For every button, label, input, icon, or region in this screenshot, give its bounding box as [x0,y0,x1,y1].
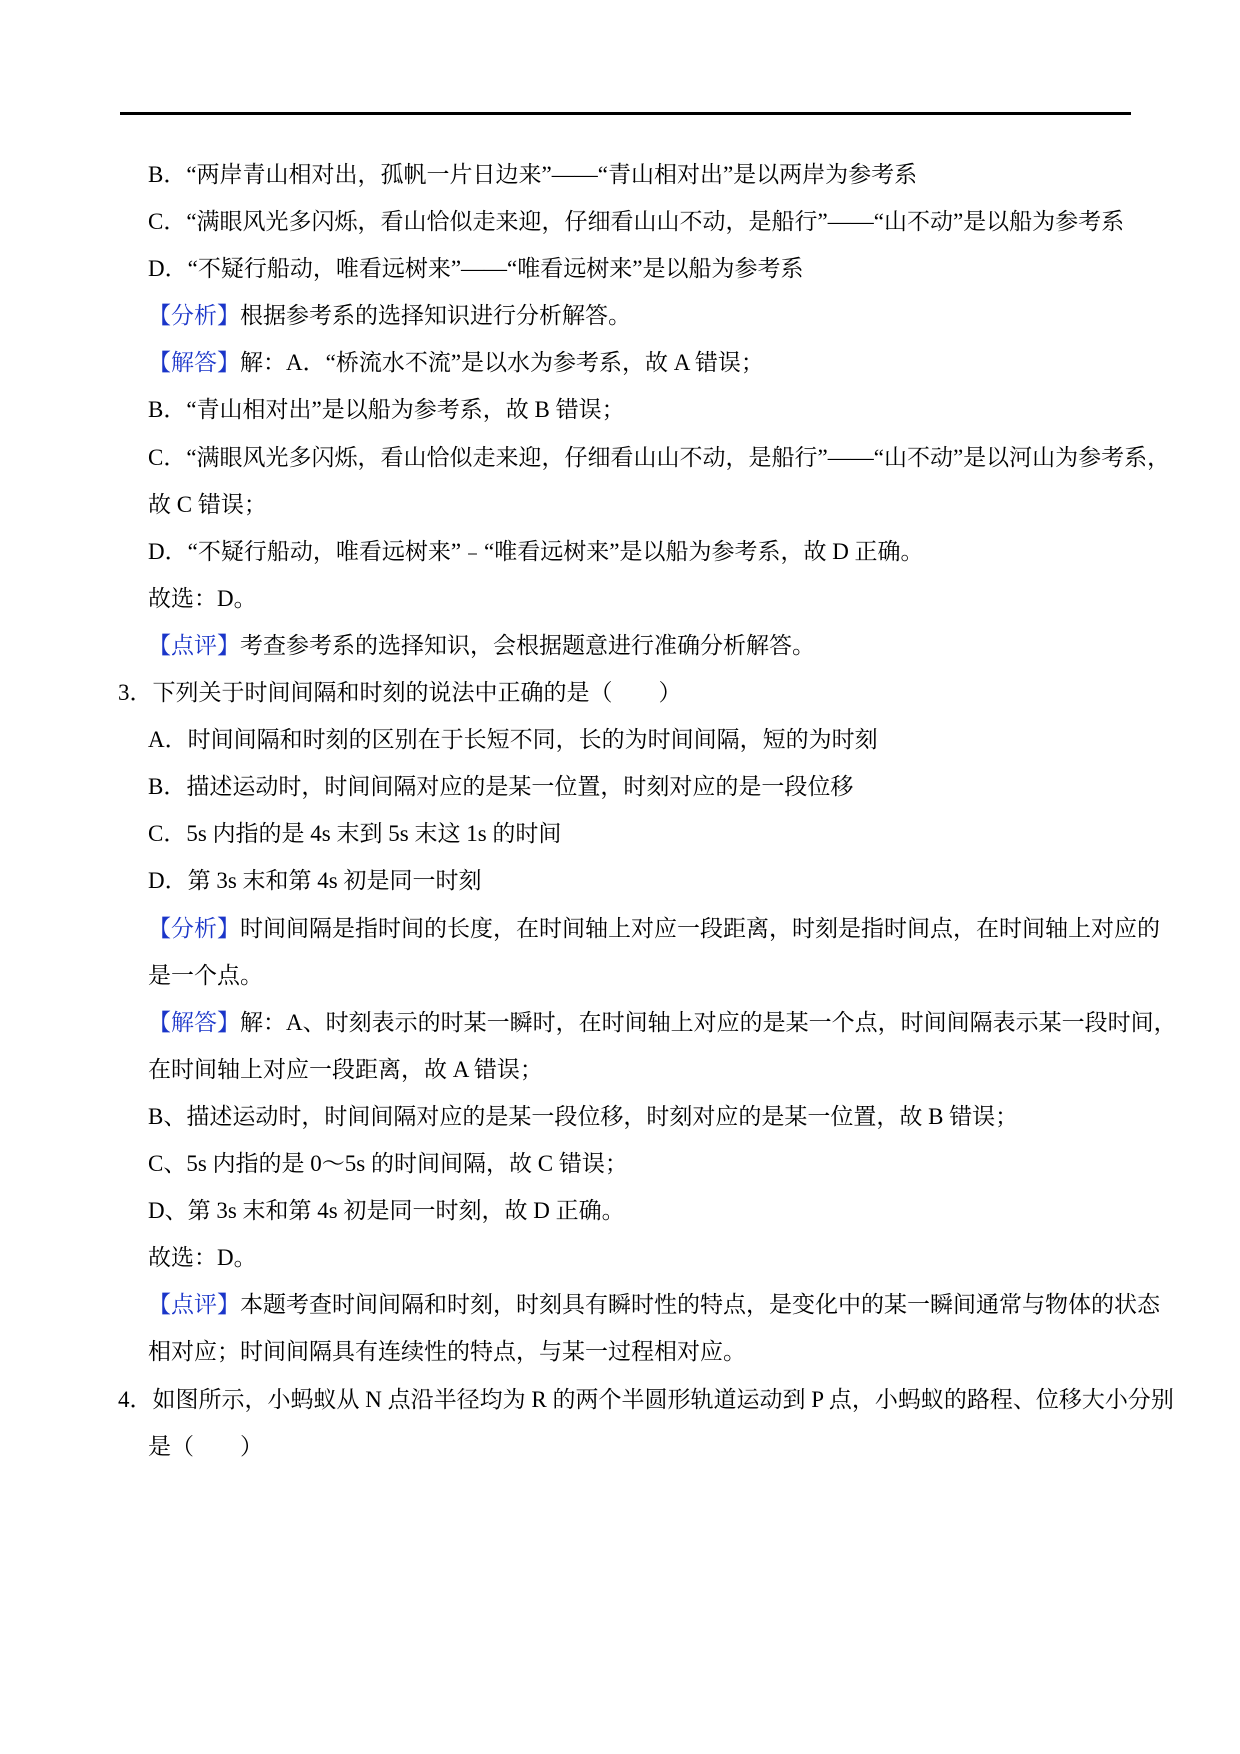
option-b-q2: B．“两岸青山相对出，孤帆一片日边来”——“青山相对出”是以两岸为参考系 [148,162,918,187]
choice-q2: 故选：D。 [148,586,257,611]
question-4-cont: 是（ ） [148,1434,263,1459]
answer-q3: 【解答】解：A、时刻表示的时某一瞬时，在时间轴上对应的是某一个点，时间间隔表示某一段时间， [148,1010,1177,1035]
question-3: 3．下列关于时间间隔和时刻的说法中正确的是（ ） [118,680,682,705]
analysis-q2: 【分析】根据参考系的选择知识进行分析解答。 [148,303,631,328]
choice-q3: 故选：D。 [148,1245,257,1270]
answer-q3-line-b: B、描述运动时，时间间隔对应的是某一段位移，时刻对应的是某一位置，故 B 错误； [148,1104,1019,1129]
answer-q2: 【解答】解：A．“桥流水不流”是以水为参考系，故 A 错误； [148,350,764,375]
answer-q3-line-c: C、5s 内指的是 0～5s 的时间间隔，故 C 错误； [148,1151,628,1176]
question-4: 4．如图所示，小蚂蚁从 N 点沿半径均为 R 的两个半圆形轨道运动到 P 点，小蚂蚁的路程、位移大小分别 [118,1387,1174,1412]
answer-q2-line-b: B．“青山相对出”是以船为参考系，故 B 错误； [148,397,625,422]
option-a-q3: A．时间间隔和时刻的区别在于长短不同，长的为时间间隔，短的为时刻 [148,727,878,752]
analysis-q3: 【分析】时间间隔是指时间的长度，在时间轴上对应一段距离，时刻是指时间点，在时间轴上对应的 [148,916,1160,941]
option-c-q2: C．“满眼风光多闪烁，看山恰似走来迎，仔细看山山不动，是船行”——“山不动”是以船为参考系 [148,209,1125,234]
answer-q2-line-c-cont: 故 C 错误； [148,492,267,517]
analysis-q3-cont: 是一个点。 [148,963,263,988]
option-d-q2: D．“不疑行船动，唯看远树来”——“唯看远树来”是以船为参考系 [148,256,804,281]
answer-q2-line-d: D．“不疑行船动，唯看远树来”﹣“唯看远树来”是以船为参考系，故 D 正确。 [148,539,924,564]
comment-q3: 【点评】本题考查时间间隔和时刻，时刻具有瞬时性的特点，是变化中的某一瞬间通常与物体的状态 [148,1292,1160,1317]
answer-q2-line-c: C．“满眼风光多闪烁，看山恰似走来迎，仔细看山山不动，是船行”——“山不动”是以河山为参考系， [148,445,1171,470]
comment-q2: 【点评】考查参考系的选择知识，会根据题意进行准确分析解答。 [148,633,815,658]
answer-q3-line-d: D、第 3s 末和第 4s 初是同一时刻，故 D 正确。 [148,1198,625,1223]
answer-q3-line-a-cont: 在时间轴上对应一段距离，故 A 错误； [148,1057,543,1082]
option-b-q3: B．描述运动时，时间间隔对应的是某一位置，时刻对应的是一段位移 [148,774,854,799]
comment-q3-cont: 相对应；时间间隔具有连续性的特点，与某一过程相对应。 [148,1339,746,1364]
option-d-q3: D．第 3s 末和第 4s 初是同一时刻 [148,868,482,893]
option-c-q3: C．5s 内指的是 4s 末到 5s 末这 1s 的时间 [148,821,562,846]
header-rule [120,112,1131,115]
